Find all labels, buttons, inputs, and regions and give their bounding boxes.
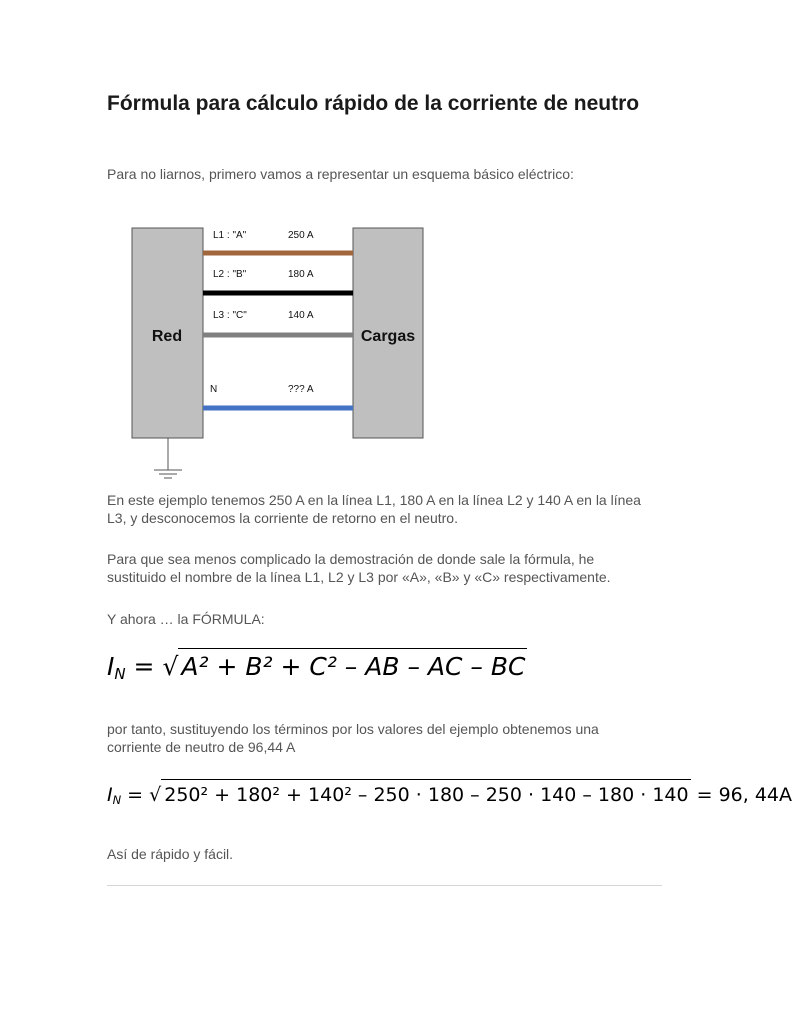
line-l1-current: 250 A [288, 230, 314, 241]
electrical-diagram [125, 205, 455, 483]
formula1-lhs: I [107, 652, 115, 681]
formula1-equals: = [125, 652, 163, 681]
line-l2-label: L2 : "B" [213, 269, 247, 280]
line-l3-label: L3 : "C" [213, 310, 247, 321]
red-box-label: Red [151, 328, 183, 345]
line-l2-current: 180 A [288, 269, 314, 280]
formula1-radicand: A² + B² + C² – AB – AC – BC [178, 648, 527, 684]
formula1-lhs-subscript: N [114, 664, 126, 683]
substitution-paragraph: Para que sea menos complicado la demostración de donde sale la fórmula, he sustituido el nombre de la línea L1, L2 y L3 por «A», «B» y «C» respectivamente. [107, 551, 611, 585]
square-root-icon: √ [149, 784, 162, 806]
page-title: Fórmula para cálculo rápido de la corriente de neutro [107, 92, 640, 115]
formula1-radical [162, 648, 527, 684]
intro-paragraph: Para no liarnos, primero vamos a representar un esquema básico eléctrico: [107, 166, 574, 182]
formula2-radical [149, 779, 690, 809]
formula2-equals: = [121, 784, 150, 806]
square-root-icon: √ [162, 652, 179, 681]
formula-intro-paragraph: Y ahora … la FÓRMULA: [107, 611, 265, 627]
numeric-formula [107, 779, 792, 814]
ground-icon [154, 438, 182, 478]
neutral-current: ??? A [288, 384, 314, 395]
cargas-box-label: Cargas [360, 328, 416, 345]
line-l3-current: 140 A [288, 310, 314, 321]
neutral-label: N [210, 384, 218, 395]
formula2-result: = 96, 44A [690, 784, 792, 806]
line-l1-label: L1 : "A" [213, 230, 247, 241]
result-paragraph: por tanto, sustituyendo los términos por los valores del ejemplo obtenemos una corriente de neutro de 96,44 A [107, 721, 599, 755]
formula2-lhs-subscript: N [112, 792, 122, 807]
example-paragraph: En este ejemplo tenemos 250 A en la línea L1, 180 A en la línea L2 y 140 A en la línea L3, y desconocemos la corriente de retorno en el neutro. [107, 492, 641, 526]
formula2-lhs: I [107, 784, 113, 806]
formula2-radicand: 250² + 180² + 140² – 250 · 180 – 250 · 140 – 180 · 140 [161, 779, 690, 809]
closing-paragraph: Así de rápido y fácil. [107, 846, 234, 862]
divider [107, 885, 662, 886]
neutral-current-formula [107, 648, 527, 691]
